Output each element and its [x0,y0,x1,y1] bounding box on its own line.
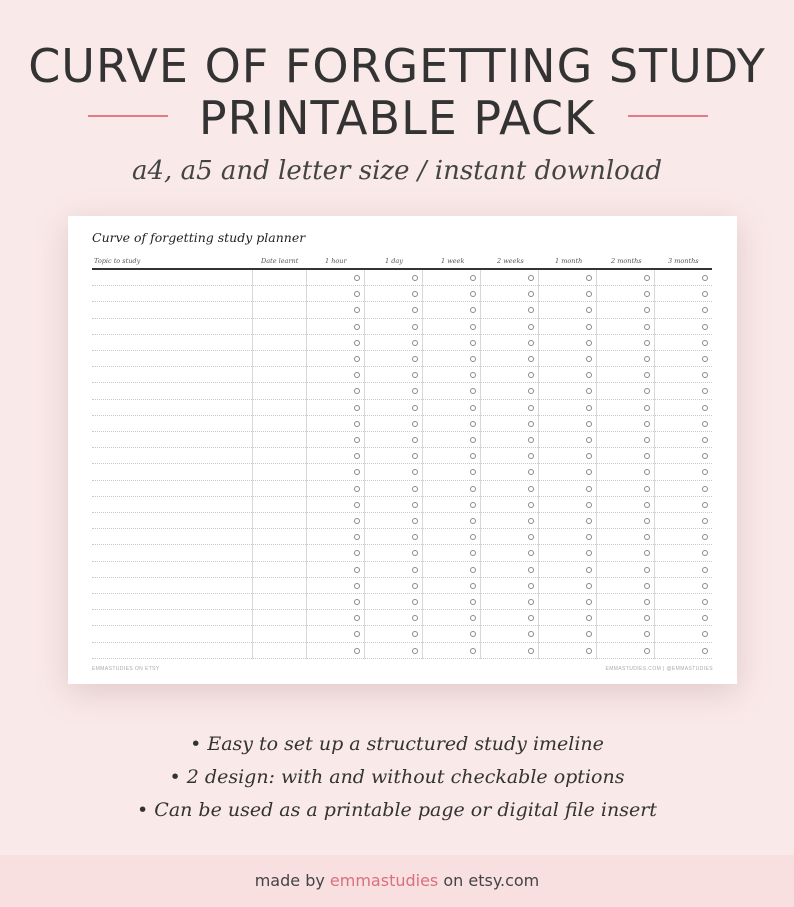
review-checkbox[interactable] [528,437,534,443]
review-checkbox[interactable] [528,599,534,605]
review-checkbox[interactable] [586,583,592,589]
review-checkbox[interactable] [586,502,592,508]
review-checkbox[interactable] [702,405,708,411]
planner-row [92,643,712,659]
planner-row [92,286,712,302]
feature-item: • Can be used as a printable page or digital file insert [137,799,657,821]
review-checkbox[interactable] [702,275,708,281]
review-checkbox[interactable] [586,518,592,524]
planner-sheet [68,216,737,684]
review-checkbox[interactable] [528,275,534,281]
review-checkbox[interactable] [470,340,476,346]
review-checkbox[interactable] [470,421,476,427]
footer-band [0,855,794,907]
column-divider [596,270,597,659]
review-checkbox[interactable] [354,599,360,605]
review-checkbox[interactable] [470,275,476,281]
footer-prefix: made by [254,871,330,890]
review-checkbox[interactable] [702,356,708,362]
review-checkbox[interactable] [644,356,650,362]
review-checkbox[interactable] [586,405,592,411]
review-checkbox[interactable] [586,421,592,427]
column-header-2-weeks: 2 weeks [497,257,524,265]
review-checkbox[interactable] [702,648,708,654]
planner-row [92,302,712,318]
review-checkbox[interactable] [644,437,650,443]
review-checkbox[interactable] [354,275,360,281]
planner-row [92,448,712,464]
review-checkbox[interactable] [644,275,650,281]
review-checkbox[interactable] [470,324,476,330]
review-checkbox[interactable] [470,583,476,589]
planner-row [92,335,712,351]
review-checkbox[interactable] [412,405,418,411]
review-checkbox[interactable] [412,583,418,589]
review-checkbox[interactable] [354,356,360,362]
decorative-rule-right [628,115,708,117]
review-checkbox[interactable] [412,421,418,427]
column-divider [364,270,365,659]
planner-row [92,319,712,335]
review-checkbox[interactable] [702,421,708,427]
sheet-footer-right: EMMASTUDIES.COM | @EMMASTUDIES [605,666,713,672]
review-checkbox[interactable] [412,486,418,492]
planner-row [92,626,712,642]
review-checkbox[interactable] [702,567,708,573]
review-checkbox[interactable] [354,567,360,573]
review-checkbox[interactable] [470,648,476,654]
review-checkbox[interactable] [528,356,534,362]
review-checkbox[interactable] [702,518,708,524]
feature-item: • 2 design: with and without checkable options [169,766,625,788]
review-checkbox[interactable] [644,324,650,330]
planner-row [92,432,712,448]
planner-row [92,464,712,480]
review-checkbox[interactable] [470,599,476,605]
column-header-1-day: 1 day [385,257,403,265]
review-checkbox[interactable] [354,340,360,346]
planner-row [92,416,712,432]
planner-row [92,497,712,513]
review-checkbox[interactable] [702,583,708,589]
sheet-footer-left: EMMASTUDIES ON ETSY [92,666,160,672]
review-checkbox[interactable] [412,275,418,281]
review-checkbox[interactable] [470,502,476,508]
review-checkbox[interactable] [528,583,534,589]
review-checkbox[interactable] [412,567,418,573]
review-checkbox[interactable] [412,648,418,654]
review-checkbox[interactable] [644,567,650,573]
review-checkbox[interactable] [644,518,650,524]
planner-row [92,610,712,626]
column-divider [422,270,423,659]
review-checkbox[interactable] [412,356,418,362]
review-checkbox[interactable] [702,340,708,346]
review-checkbox[interactable] [354,437,360,443]
planner-row [92,351,712,367]
review-checkbox[interactable] [354,648,360,654]
planner-row [92,513,712,529]
review-checkbox[interactable] [354,518,360,524]
review-checkbox[interactable] [644,421,650,427]
planner-row [92,562,712,578]
column-header-1-hour: 1 hour [325,257,347,265]
review-checkbox[interactable] [412,599,418,605]
review-checkbox[interactable] [528,648,534,654]
feature-item: • Easy to set up a structured study imeline [190,733,604,755]
review-checkbox[interactable] [702,599,708,605]
review-checkbox[interactable] [412,324,418,330]
column-divider [306,270,307,659]
review-checkbox[interactable] [412,340,418,346]
review-checkbox[interactable] [644,583,650,589]
main-title-line-1: CURVE OF FORGETTING STUDY [28,39,766,93]
column-header-date-learnt: Date learnt [261,257,299,265]
review-checkbox[interactable] [470,486,476,492]
planner-row [92,383,712,399]
planner-row [92,529,712,545]
review-checkbox[interactable] [702,324,708,330]
review-checkbox[interactable] [354,502,360,508]
subtitle: a4, a5 and letter size / instant download [132,156,662,186]
review-checkbox[interactable] [528,324,534,330]
review-checkbox[interactable] [354,583,360,589]
review-checkbox[interactable] [470,405,476,411]
review-checkbox[interactable] [702,437,708,443]
column-divider [480,270,481,659]
planner-row [92,481,712,497]
review-checkbox[interactable] [528,405,534,411]
column-divider [538,270,539,659]
review-checkbox[interactable] [354,405,360,411]
review-checkbox[interactable] [586,275,592,281]
review-checkbox[interactable] [644,599,650,605]
review-checkbox[interactable] [528,340,534,346]
review-checkbox[interactable] [470,437,476,443]
review-checkbox[interactable] [644,405,650,411]
review-checkbox[interactable] [528,567,534,573]
review-checkbox[interactable] [644,340,650,346]
review-checkbox[interactable] [528,486,534,492]
column-divider [252,270,253,659]
column-header-1-month: 1 month [555,257,583,265]
column-header-1-week: 1 week [441,257,465,265]
review-checkbox[interactable] [528,502,534,508]
review-checkbox[interactable] [586,356,592,362]
review-checkbox[interactable] [586,324,592,330]
review-checkbox[interactable] [586,567,592,573]
review-checkbox[interactable] [412,502,418,508]
review-checkbox[interactable] [586,340,592,346]
review-checkbox[interactable] [586,648,592,654]
review-checkbox[interactable] [354,421,360,427]
review-checkbox[interactable] [470,356,476,362]
planner-row [92,270,712,286]
review-checkbox[interactable] [586,437,592,443]
column-divider [654,270,655,659]
review-checkbox[interactable] [528,421,534,427]
review-checkbox[interactable] [644,486,650,492]
column-header-3-months: 3 months [668,257,699,265]
footer-brand-link[interactable]: emmastudies [329,871,439,890]
review-checkbox[interactable] [412,518,418,524]
review-checkbox[interactable] [702,502,708,508]
column-header-topic: Topic to study [94,257,141,265]
planner-row [92,367,712,383]
review-checkbox[interactable] [354,324,360,330]
review-checkbox[interactable] [586,599,592,605]
review-checkbox[interactable] [702,486,708,492]
review-checkbox[interactable] [412,437,418,443]
column-header-2-months: 2 months [611,257,642,265]
review-checkbox[interactable] [354,486,360,492]
planner-row [92,578,712,594]
review-checkbox[interactable] [528,518,534,524]
review-checkbox[interactable] [644,502,650,508]
review-checkbox[interactable] [644,648,650,654]
feature-list [0,728,794,827]
main-title-line-2: PRINTABLE PACK [198,91,596,145]
review-checkbox[interactable] [470,567,476,573]
planner-row [92,400,712,416]
review-checkbox[interactable] [470,518,476,524]
footer-suffix: on etsy.com [438,871,540,890]
planner-row [92,545,712,561]
planner-title: Curve of forgetting study planner [92,230,306,245]
planner-row [92,594,712,610]
review-checkbox[interactable] [586,486,592,492]
